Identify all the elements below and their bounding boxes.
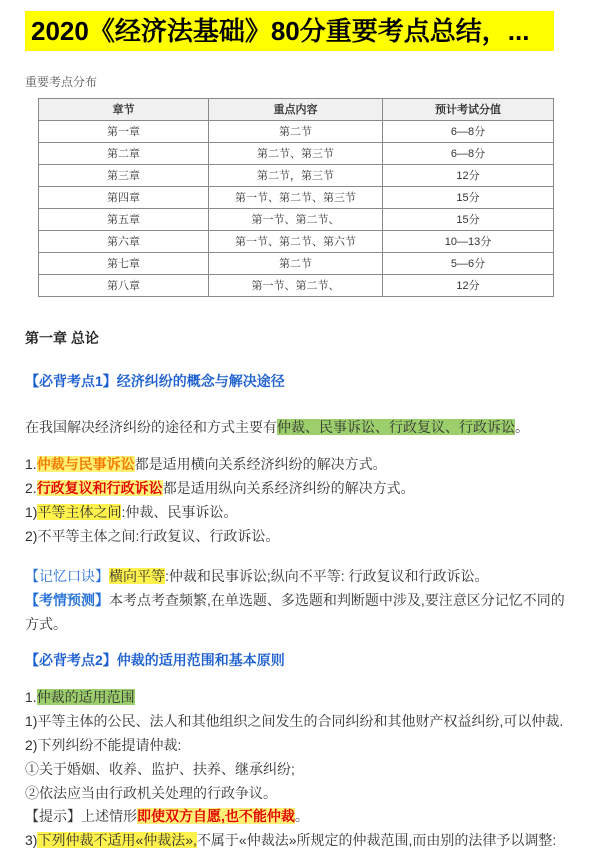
column-header-key-content: 重点内容 xyxy=(209,99,383,121)
list-item xyxy=(25,452,575,476)
cell-key-sections: 第二节，第三节 xyxy=(209,165,383,187)
table-caption: 重要考点分布 xyxy=(25,75,98,89)
sub-list-item: ②依法应当由行政机关处理的行政争议。 xyxy=(25,785,277,801)
cell-expected-score: 10—13分 xyxy=(383,231,554,253)
exam-distribution-table xyxy=(38,98,554,297)
key-point-2-heading: 【必背考点2】仲裁的适用范围和基本原则 xyxy=(25,652,285,668)
list-item xyxy=(25,476,575,500)
intro-end: 。 xyxy=(515,419,529,435)
list-item-prefix: 2. xyxy=(25,480,37,496)
cell-chapter: 第三章 xyxy=(39,165,209,187)
sub-list-item: 2)不平等主体之间:行政复议、行政诉讼。 xyxy=(25,528,280,544)
cell-chapter: 第五章 xyxy=(39,209,209,231)
cell-expected-score: 5—6分 xyxy=(383,253,554,275)
cell-key-sections: 第一节、第二节、第三节 xyxy=(209,187,383,209)
article-title: 2020《经济法基础》80分重要考点总结，... xyxy=(31,16,530,46)
intro-text: 在我国解决经济纠纷的途径和方式主要有 xyxy=(25,419,277,435)
sub-list-item xyxy=(25,500,575,524)
memory-tip-text: :仲裁和民事诉讼;纵向不平等: 行政复议和行政诉讼。 xyxy=(165,568,489,584)
list-item-highlight: 行政复议和行政诉讼 xyxy=(36,480,163,496)
cell-expected-score: 12分 xyxy=(383,165,554,187)
sub-list-item: ①关于婚姻、收养、监护、扶养、继承纠纷; xyxy=(25,761,295,777)
memory-tip-label: 【记忆口诀】 xyxy=(25,568,109,584)
cell-key-sections: 第二节 xyxy=(209,253,383,275)
sub-list-item xyxy=(25,828,575,852)
column-header-expected-score: 预计考试分值 xyxy=(383,99,554,121)
cell-chapter: 第八章 xyxy=(39,275,209,297)
intro-highlight: 仲裁、民事诉讼、行政复议、行政诉讼 xyxy=(277,419,515,435)
cell-expected-score: 12分 xyxy=(383,275,554,297)
tip-note-end: 。 xyxy=(294,808,309,824)
sub-list-item: 1)平等主体的公民、法人和其他组织之间发生的合同纠纷和其他财产权益纠纷,可以仲裁. xyxy=(25,713,564,729)
sub-list-item-text: 不属于«仲裁法»所规定的仲裁范围,而由别的法律予以调整: xyxy=(196,832,557,848)
cell-expected-score: 6—8分 xyxy=(383,143,554,165)
list-item-highlight: 仲裁的适用范围 xyxy=(36,689,135,705)
list-item-prefix: 1. xyxy=(25,689,37,705)
cell-key-sections: 第一节、第二节、第六节 xyxy=(209,231,383,253)
sub-list-item-prefix: 3) xyxy=(25,832,38,848)
table-row xyxy=(39,275,554,297)
table-row xyxy=(39,121,554,143)
table-row xyxy=(39,253,554,275)
cell-chapter: 第四章 xyxy=(39,187,209,209)
exam-forecast-label: 【考情预测】 xyxy=(25,592,109,608)
sub-list-item-highlight: 平等主体之间 xyxy=(37,504,122,520)
cell-key-sections: 第一节、第二节、 xyxy=(209,209,383,231)
list-item xyxy=(25,685,575,709)
cell-key-sections: 第一节、第二节、 xyxy=(209,275,383,297)
article-title-banner xyxy=(25,11,554,51)
table-row xyxy=(39,165,554,187)
cell-key-sections: 第二节 xyxy=(209,121,383,143)
table-row xyxy=(39,143,554,165)
cell-chapter: 第六章 xyxy=(39,231,209,253)
list-item-text: 都是适用纵向关系经济纠纷的解决方式。 xyxy=(162,480,415,496)
tip-note-highlight: 即使双方自愿,也不能仲裁 xyxy=(137,808,295,824)
column-header-chapter: 章节 xyxy=(39,99,209,121)
table-header-row xyxy=(39,99,554,121)
sub-list-item-highlight: 下列仲裁不适用«仲裁法», xyxy=(37,832,197,848)
sub-list-item-text: :仲裁、民事诉讼。 xyxy=(121,504,238,520)
memory-tip-highlight: 横向平等 xyxy=(109,568,165,584)
cell-chapter: 第七章 xyxy=(39,253,209,275)
key-point-1-heading: 【必背考点1】经济纠纷的概念与解决途径 xyxy=(25,373,285,389)
cell-chapter: 第一章 xyxy=(39,121,209,143)
chapter-heading: 第一章 总论 xyxy=(25,330,99,346)
table-row xyxy=(39,231,554,253)
tip-note xyxy=(25,804,575,828)
exam-forecast-text: 本考点考查频繁,在单选题、多选题和判断题中涉及,要注意区分记忆不同的方式。 xyxy=(25,592,565,632)
exam-forecast xyxy=(25,588,575,636)
cell-expected-score: 6—8分 xyxy=(383,121,554,143)
list-item-text: 都是适用横向关系经济纠纷的解决方式。 xyxy=(134,456,387,472)
list-item-prefix: 1. xyxy=(25,456,37,472)
memory-tip xyxy=(25,564,575,588)
intro-paragraph xyxy=(25,415,575,439)
cell-expected-score: 15分 xyxy=(383,209,554,231)
cell-chapter: 第二章 xyxy=(39,143,209,165)
tip-note-text: 【提示】上述情形 xyxy=(25,808,137,824)
list-item-highlight: 仲裁与民事诉讼 xyxy=(36,456,135,472)
table-row xyxy=(39,209,554,231)
table-row xyxy=(39,187,554,209)
cell-key-sections: 第二节、第三节 xyxy=(209,143,383,165)
sub-list-item: 2)下列纠纷不能提请仲裁: xyxy=(25,737,182,753)
sub-list-item-prefix: 1) xyxy=(25,504,38,520)
cell-expected-score: 15分 xyxy=(383,187,554,209)
